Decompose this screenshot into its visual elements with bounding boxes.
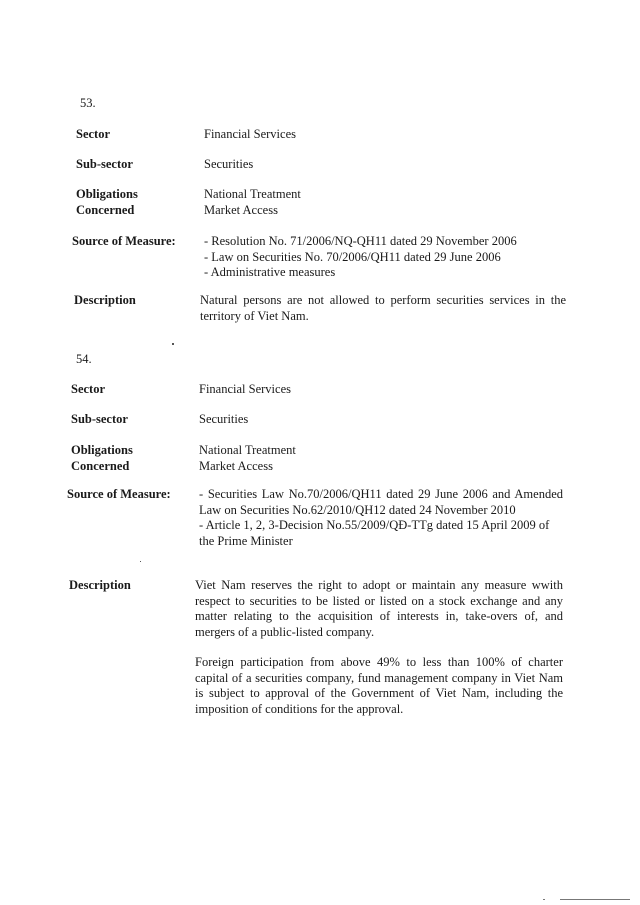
source-value: [204, 234, 572, 281]
description-paragraph: Natural persons are not allowed to perform securities services in the territory of Viet Nam.: [200, 293, 566, 323]
obligations-label-line: Concerned: [76, 202, 135, 217]
source-label: Source of Measure:: [72, 234, 176, 248]
source-item: - Securities Law No.70/2006/QH11 dated 29 June 2006 and Amended Law on Securities No.62/2010/QH12 dated 24 November 2010: [199, 487, 563, 517]
entry-number: 54.: [76, 352, 92, 366]
entry-number: 53.: [80, 96, 96, 110]
sector-row: [76, 127, 576, 143]
description-row: [69, 578, 563, 717]
obligations-row: [71, 443, 571, 474]
description-row: [74, 293, 566, 324]
subsector-value: Securities: [204, 157, 254, 171]
subsector-label: Sub-sector: [71, 412, 128, 426]
obligations-label: [71, 443, 199, 474]
obligations-label-line: Obligations: [71, 443, 133, 457]
obligation-item: Market Access: [204, 202, 278, 217]
description-value: [195, 578, 563, 717]
source-row: [72, 234, 572, 281]
speck: [140, 561, 141, 562]
description-label: Description: [74, 293, 136, 307]
obligations-label-line: Obligations: [76, 187, 138, 201]
source-item: - Law on Securities No. 70/2006/QH11 dated 29 June 2006: [204, 249, 501, 264]
sector-label: Sector: [76, 127, 111, 141]
speck: [172, 343, 174, 345]
source-item: - Article 1, 2, 3-Decision No.55/2009/QĐ-TTg dated 15 April 2009 of the Prime Minister: [199, 518, 550, 548]
subsector-value: Securities: [199, 412, 249, 426]
obligations-value: [199, 443, 571, 474]
scan-mark: [543, 899, 545, 900]
obligations-row: [76, 187, 576, 218]
obligation-item: National Treatment: [204, 187, 301, 201]
source-value: [199, 487, 563, 549]
subsector-row: [76, 157, 576, 173]
sector-value: Financial Services: [199, 382, 291, 396]
source-item: - Administrative measures: [204, 265, 336, 279]
source-item: - Resolution No. 71/2006/NQ-QH11 dated 29 November 2006: [204, 234, 517, 248]
description-value: [200, 293, 566, 324]
description-paragraph: Foreign participation from above 49% to less than 100% of charter capital of a securities company, fund management company in Viet Nam is subject to approval of the Government of Viet Nam, including the imposition of conditions for the approval.: [195, 655, 563, 716]
scan-mark: [560, 899, 630, 900]
sector-label: Sector: [71, 382, 106, 396]
obligations-value: [204, 187, 576, 218]
obligations-label-line: Concerned: [71, 458, 130, 473]
obligations-label: [76, 187, 204, 218]
subsector-label: Sub-sector: [76, 157, 133, 171]
description-label: Description: [69, 578, 131, 592]
sector-value: Financial Services: [204, 127, 296, 141]
obligation-item: Market Access: [199, 458, 273, 473]
source-label: Source of Measure:: [67, 487, 171, 501]
obligation-item: National Treatment: [199, 443, 296, 457]
sector-row: [71, 382, 571, 398]
description-paragraph: Viet Nam reserves the right to adopt or maintain any measure wwith respect to securities to be listed or listed on a stock exchange and any matter relating to the acquisition of interests in, take-overs of, and mergers of a public-listed company.: [195, 578, 563, 639]
subsector-row: [71, 412, 571, 428]
source-row: [67, 487, 563, 549]
